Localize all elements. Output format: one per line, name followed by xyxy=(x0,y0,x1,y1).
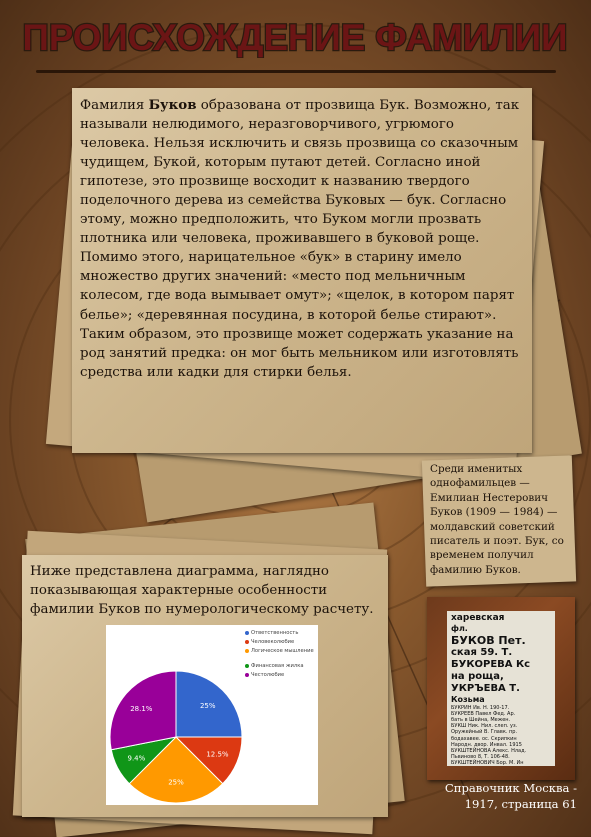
directory-line-2: БУКОВ Пет. xyxy=(451,634,526,647)
page-title xyxy=(18,14,573,58)
pie-slice-label-1: 12.5% xyxy=(206,750,229,759)
directory-line-10: бать в Шейна, Межен. xyxy=(451,717,511,724)
legend-item-2 xyxy=(251,648,323,654)
main-text-p1-rest: образована от прозвища Бук. Возможно, так называли нелюдимого, неразговорчивого, угрюмого человека. Нельзя исключить и связь прозвища со сказочным чудищем, Букой, которым путают детей. Согласно иной гипотезе, это прозвище восходит к названию твердого поделочного дерева из семейства Буковых — бук. Согласно этому, можно предположить, что Буком могли прозвать плотника или человека, проживавшего в буковой роще. xyxy=(80,98,520,247)
main-text-p1-prefix: Фамилия xyxy=(80,98,149,113)
pie-slice-label-0: 25% xyxy=(199,701,216,710)
directory-line-7: Козьма xyxy=(451,695,485,704)
legend-item-0 xyxy=(251,630,323,636)
directory-line-6: УКРЪЕВА Т. xyxy=(451,683,520,694)
directory-line-0: харевская xyxy=(451,613,505,623)
legend-label-1: Человеколюбие xyxy=(251,639,295,645)
directory-line-17: БУКШТЕЙНОВИЧ Бор. М. Ин xyxy=(451,759,524,766)
surname-bold: Буков xyxy=(148,97,197,113)
legend-label-2: Логическое мышление xyxy=(251,648,314,654)
pie-svg xyxy=(106,625,246,805)
legend-dot-3 xyxy=(245,664,249,668)
legend-label-4: Честолюбие xyxy=(251,672,285,678)
directory-line-3: ская 59. Т. xyxy=(451,647,513,658)
legend-item-3 xyxy=(251,663,323,669)
directory-photo xyxy=(447,611,555,766)
legend-item-4 xyxy=(251,672,323,678)
directory-line-4: БУКОРЕВА Кс xyxy=(451,659,531,670)
directory-line-13: бодахавее. ос. Скрипкин xyxy=(451,735,517,742)
title-underline xyxy=(36,70,556,73)
directory-line-1: фл. xyxy=(451,624,468,633)
legend-item-1 xyxy=(251,639,323,645)
directory-line-16: Пьвиново 8, Т. 106-48. xyxy=(451,753,510,760)
page-title-text: ПРОИСХОЖДЕНИЕ ФАМИЛИИ xyxy=(22,17,568,58)
pie-slice-label-4: 28.1% xyxy=(130,705,153,714)
legend-dot-4 xyxy=(245,673,249,677)
photo-caption xyxy=(425,781,577,812)
directory-line-11: БУКШ Ник. Нил. слеп. уз. xyxy=(451,723,518,730)
photo-frame xyxy=(427,597,575,780)
pie-chart xyxy=(106,625,318,805)
legend-dot-2 xyxy=(245,649,249,653)
main-text xyxy=(80,96,522,382)
photo-caption-line2: 1917, страница 61 xyxy=(464,796,577,811)
chart-caption: Ниже представлена диаграмма, наглядно показывающая характерные особенности фамилии Буков по нумерологическому расчету. xyxy=(30,564,374,618)
directory-line-9: БУКРЕЕВ Павел Фед. Ар. xyxy=(451,711,516,718)
directory-line-14: Народн. двор. Инвал. 1915 xyxy=(451,741,522,748)
directory-line-5: на роща, xyxy=(451,671,504,682)
legend-dot-1 xyxy=(245,640,249,644)
directory-line-15: БУКШТЕЙНОВА Алекс. Нлад. xyxy=(451,747,527,754)
legend-label-3: Финансовая жилка xyxy=(251,663,304,669)
main-text-p2: Помимо этого, нарицательное «бук» в старину имело множество других значений: «место под мельничным колесом, где вода вымывает омут»; «щелок, в котором парят белье»; «деревянная посудина, в которой белье стирают». Таким образом, это прозвище может содержать указание на род занятий предка: он мог быть мельником или изготовлять средства или кадки для стирки белья. xyxy=(80,250,519,380)
side-note: Среди именитых однофамильцев — Емилиан Нестерович Буков (1909 — 1984) — молдавский советский писатель и поэт. Бук, со временем получил фамилию Буков. xyxy=(430,463,564,576)
legend-label-0: Ответственность xyxy=(251,630,299,636)
pie-slice-label-3: 9.4% xyxy=(127,754,146,763)
directory-line-8: БУКРИН Ив. Н. 190-17. xyxy=(451,705,510,711)
directory-line-12: Оружейный В. Главк. пр. xyxy=(451,729,518,736)
pie-slice-label-2: 25% xyxy=(168,778,184,787)
legend-dot-0 xyxy=(245,631,249,635)
photo-caption-line1: Справочник Москва - xyxy=(444,781,577,795)
